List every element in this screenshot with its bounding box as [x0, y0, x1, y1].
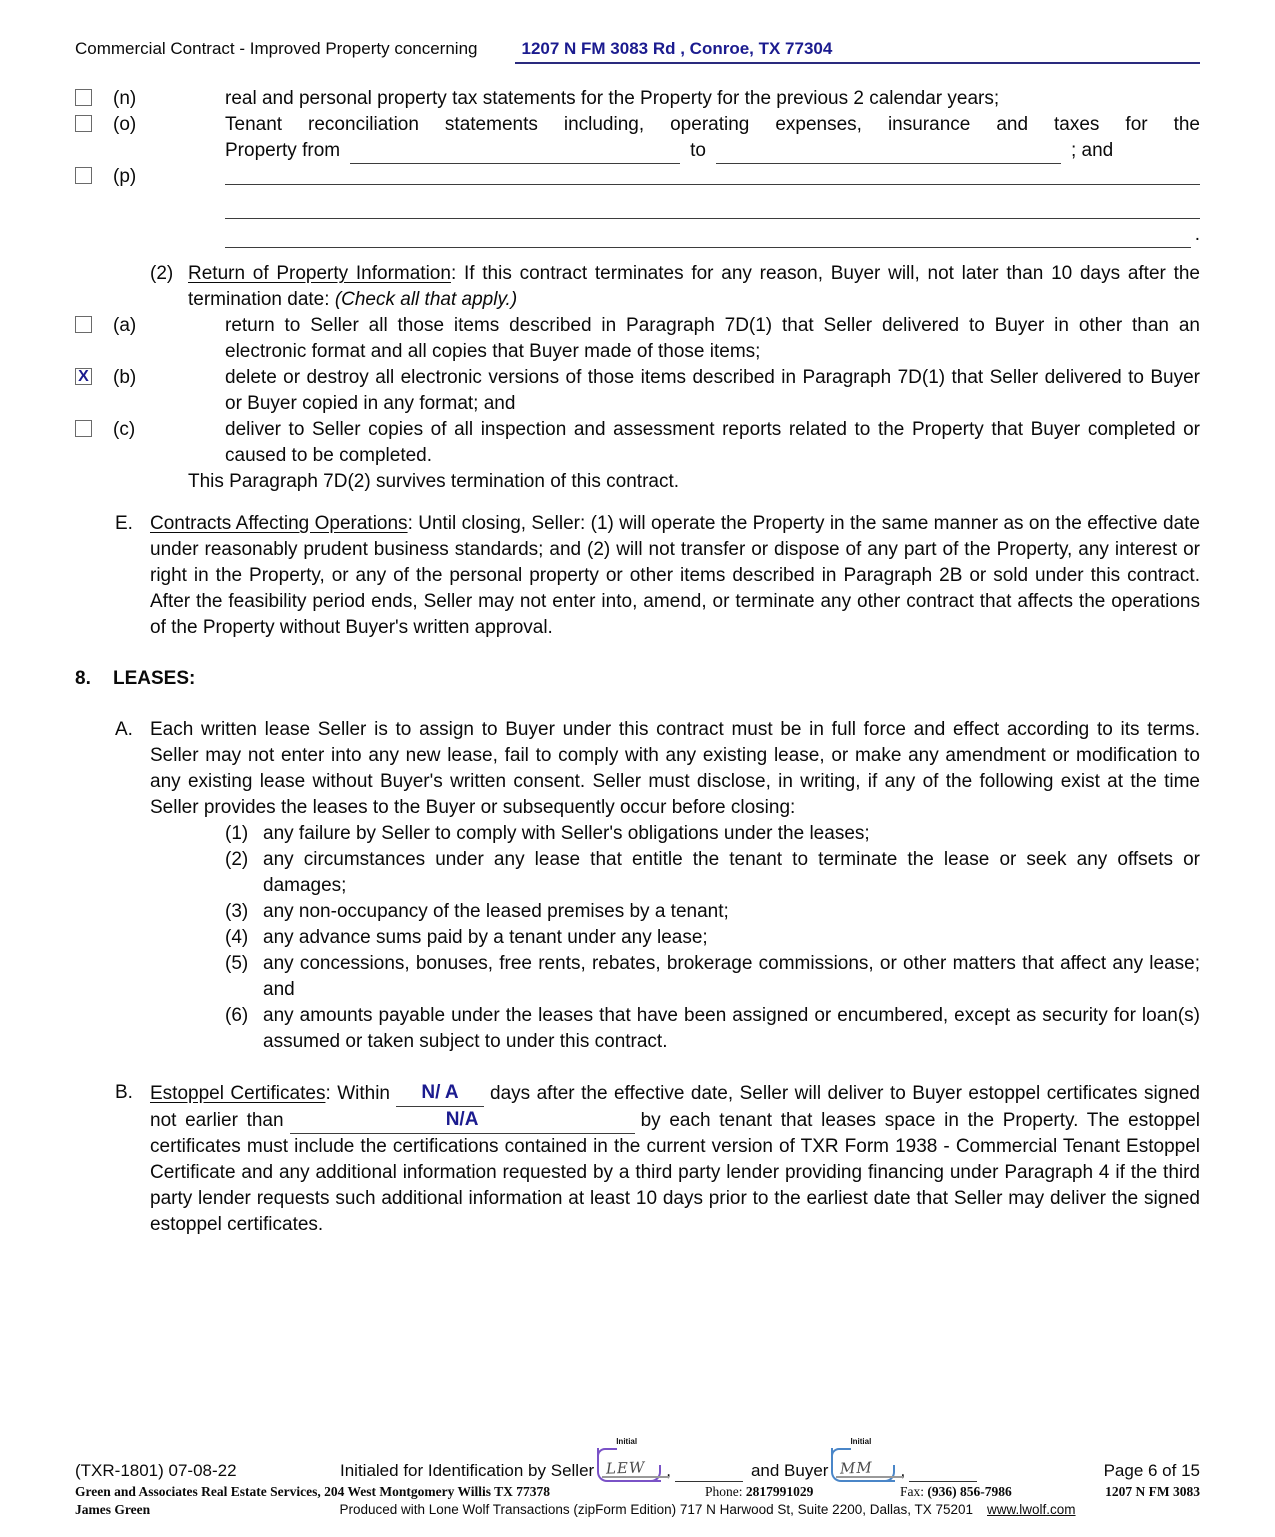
item-a-label: (a) [113, 315, 137, 336]
estoppel-days-field[interactable] [396, 1080, 484, 1107]
item-o-label: (o) [113, 114, 137, 135]
item-a-row [113, 313, 1200, 365]
lease-item-1-text: any failure by Seller to comply with Seller's obligations under the leases; [263, 823, 870, 844]
estoppel-date-value: N/A [445, 1109, 479, 1130]
checkbox-p[interactable] [75, 167, 92, 184]
item-p-field[interactable] [225, 164, 1200, 185]
section-8b [115, 1080, 1200, 1238]
section-8-number: 8. [75, 668, 91, 689]
item-p-field-line3[interactable] [225, 227, 1191, 248]
lease-item-6 [225, 1003, 1200, 1055]
section-7d2-text: : If this contract terminates for any reason, Buyer will, not later than 10 days after the termination date: [188, 263, 1200, 310]
initials-group [340, 1437, 985, 1482]
lease-item-5-text: any concessions, bonuses, free rents, rebates, brokerage commissions, or other matters that affect any lease; and [263, 953, 1200, 1000]
comma-2: , [900, 1461, 906, 1480]
item-p-period: . [1194, 224, 1200, 245]
date-from-field[interactable] [350, 143, 680, 164]
section-8b-text-3: by each tenant that leases space in the Property. The estoppel certificates must include the certifications contained in the current version of TXR Form 1938 - Commercial Tenant Estoppel Certificate and any additional information requested by a third party lender providing financing under Paragraph 4 if the third party lender requests such additional information at least 10 days prior to the earliest date that Seller may deliver the signed estoppel certificates. [150, 1110, 1200, 1235]
section-7d2-number: (2) [150, 263, 174, 284]
phone-value: 2817991029 [745, 1484, 814, 1499]
seller-bracket-top [597, 1448, 617, 1460]
item-o-to-text: to [690, 140, 706, 161]
section-8a-text: Each written lease Seller is to assign to Buyer under this contract must be in full force and effect according to its terms. Seller may not enter into any new lease, fail to comply with any existing lease, or make any amendment or modification to any existing lease without Buyer's written consent. Seller must disclose, in writing, if any of the following exist at the time Seller provides the leases to the Buyer or subsequently occur before closing: [150, 719, 1200, 818]
section-8a-label: A. [115, 719, 133, 740]
buyer-bracket-top [831, 1448, 851, 1460]
footer-initials-row [75, 1437, 1200, 1482]
lease-item-1 [225, 821, 1200, 847]
item-o-from-text: Property from [225, 140, 341, 161]
section-e [115, 511, 1200, 641]
item-p-label: (p) [113, 166, 137, 187]
item-b-row [78, 365, 1200, 417]
item-c-row [113, 417, 1200, 469]
date-to-field[interactable] [716, 143, 1061, 164]
lease-item-6-text: any amounts payable under the leases that have been assigned or encumbered, except as security for loan(s) assumed or taken subject to under this contract. [263, 1005, 1200, 1052]
section-8b-title: Estoppel Certificates [150, 1083, 326, 1104]
lease-item-6-label: (6) [225, 1005, 249, 1026]
item-p-cont-line-2 [225, 219, 1200, 248]
page-header [75, 38, 1200, 64]
checkbox-b-checked[interactable] [75, 368, 92, 385]
comma-1: , [666, 1461, 671, 1480]
lease-item-4-text: any advance sums paid by a tenant under any lease; [263, 927, 708, 948]
property-address: 1207 N FM 3083 Rd , Conroe, TX 77304 [515, 38, 1200, 64]
item-p-row [113, 164, 1200, 190]
lease-item-5-label: (5) [225, 953, 249, 974]
page-number: Page 6 of 15 [1103, 1461, 1200, 1480]
and-buyer-text: and Buyer [750, 1461, 829, 1480]
section-8b-text-2: days after the effective date, Seller will deliver to Buyer estoppel certificates signed not earlier than [150, 1083, 1200, 1131]
checkbox-a[interactable] [75, 316, 92, 333]
section-7d2-note: (Check all that apply.) [334, 289, 518, 310]
lease-item-3-text: any non-occupancy of the leased premises by a tenant; [263, 901, 729, 922]
estoppel-days-value: N/ A [421, 1082, 459, 1103]
produced-line [75, 1502, 1200, 1518]
checkbox-b-x-mark: X [78, 368, 89, 385]
section-8-heading [75, 666, 1200, 692]
lease-item-4 [225, 925, 1200, 951]
checkbox-n[interactable] [75, 89, 92, 106]
item-n-row [113, 86, 1200, 112]
section-7d2-intro [150, 261, 1200, 313]
initialed-text: Initialed for Identification by Seller [340, 1461, 595, 1480]
item-c-label: (c) [113, 419, 136, 440]
section-8a [115, 717, 1200, 1055]
lease-item-4-label: (4) [225, 927, 249, 948]
section-7d2 [75, 261, 1200, 495]
seller-initial-tag: Initial [616, 1437, 638, 1446]
buyer-initial-tag: Initial [850, 1437, 872, 1446]
section-8b-label: B. [115, 1082, 133, 1103]
produced-text: Produced with Lone Wolf Transactions (zipForm Edition) 717 N Harwood St, Suite 2200, Dallas, TX 75201 [339, 1502, 974, 1517]
section-7d2-title: Return of Property Information [188, 263, 451, 284]
lease-item-3-label: (3) [225, 901, 249, 922]
section-e-text: : Until closing, Seller: (1) will operate the Property in the same manner as on the effective date under reasonably prudent business standards; and (2) will not transfer or dispose of any part of the Property, any interest or right in the Property, or any of the personal property or other items described in Paragraph 2B or sold under this contract. After the feasibility period ends, Seller may not enter into, amend, or terminate any other contract that affects the operations of the Property without Buyer's written approval. [150, 513, 1200, 638]
section-e-title: Contracts Affecting Operations [150, 513, 408, 534]
item-p-cont-line-1 [225, 190, 1200, 219]
buyer-initials-blank-2[interactable] [909, 1465, 977, 1482]
checkbox-c[interactable] [75, 420, 92, 437]
buyer-initials-field[interactable] [831, 1437, 895, 1482]
checkbox-o[interactable] [75, 115, 92, 132]
estoppel-date-field[interactable] [290, 1107, 635, 1134]
item-o-suffix: ; and [1070, 140, 1114, 161]
lease-item-2-text: any circumstances under any lease that entitle the tenant to terminate the lease or seek any offsets or damages; [263, 849, 1200, 896]
form-code: (TXR-1801) 07-08-22 [75, 1461, 237, 1480]
broker-footer-line1 [75, 1484, 1200, 1500]
lease-item-2-label: (2) [225, 849, 249, 870]
broker-phone [705, 1484, 900, 1500]
item-b-label: (b) [113, 367, 137, 388]
lwolf-link: www.lwolf.com [987, 1502, 1076, 1517]
fax-value: (936) 856-7986 [927, 1484, 1012, 1499]
buyer-initials-signature: MM [840, 1458, 874, 1478]
item-b-text: delete or destroy all electronic versions of those items described in Paragraph 7D(1) that Seller delivered to Buyer or Buyer copied in any format; and [225, 367, 1200, 414]
broker-footer-line2 [75, 1502, 1200, 1518]
lease-item-2 [225, 847, 1200, 899]
lease-item-1-label: (1) [225, 823, 249, 844]
seller-initials-field[interactable] [597, 1437, 661, 1482]
item-a-text: return to Seller all those items described in Paragraph 7D(1) that Seller delivered to Buyer in other than an electronic format and all copies that Buyer made of those items; [225, 315, 1200, 362]
seller-initials-blank-2[interactable] [675, 1465, 743, 1482]
fax-label: Fax: [900, 1484, 925, 1499]
lease-item-3 [225, 899, 1200, 925]
item-o-line2 [225, 138, 1200, 164]
item-o-row [113, 112, 1200, 164]
item-p-field-line2[interactable] [225, 198, 1200, 219]
section-8b-text-1: : Within [325, 1083, 390, 1104]
broker-ref: 1207 N FM 3083 [1105, 1484, 1200, 1499]
phone-label: Phone: [705, 1484, 743, 1499]
item-o-text: Tenant reconciliation statements including, operating expenses, insurance and taxes for the [225, 114, 1200, 135]
broker-office: Green and Associates Real Estate Services, 204 West Montgomery Willis TX 77378 [75, 1484, 550, 1499]
item-n-label: (n) [113, 88, 137, 109]
broker-fax [900, 1484, 1075, 1500]
seller-initials-signature: LEW [605, 1458, 646, 1478]
lease-item-5 [225, 951, 1200, 1003]
item-n-text: real and personal property tax statements for the Property for the previous 2 calendar years; [225, 88, 1000, 109]
section-8-title: LEASES: [113, 668, 196, 689]
agent-name: James Green [75, 1502, 151, 1517]
section-e-label: E. [115, 513, 133, 534]
survival-note: This Paragraph 7D(2) survives termination of this contract. [188, 471, 680, 492]
item-c-text: deliver to Seller copies of all inspection and assessment reports related to the Property that Buyer completed or caused to be completed. [225, 419, 1200, 466]
form-title: Commercial Contract - Improved Property concerning [75, 39, 478, 58]
